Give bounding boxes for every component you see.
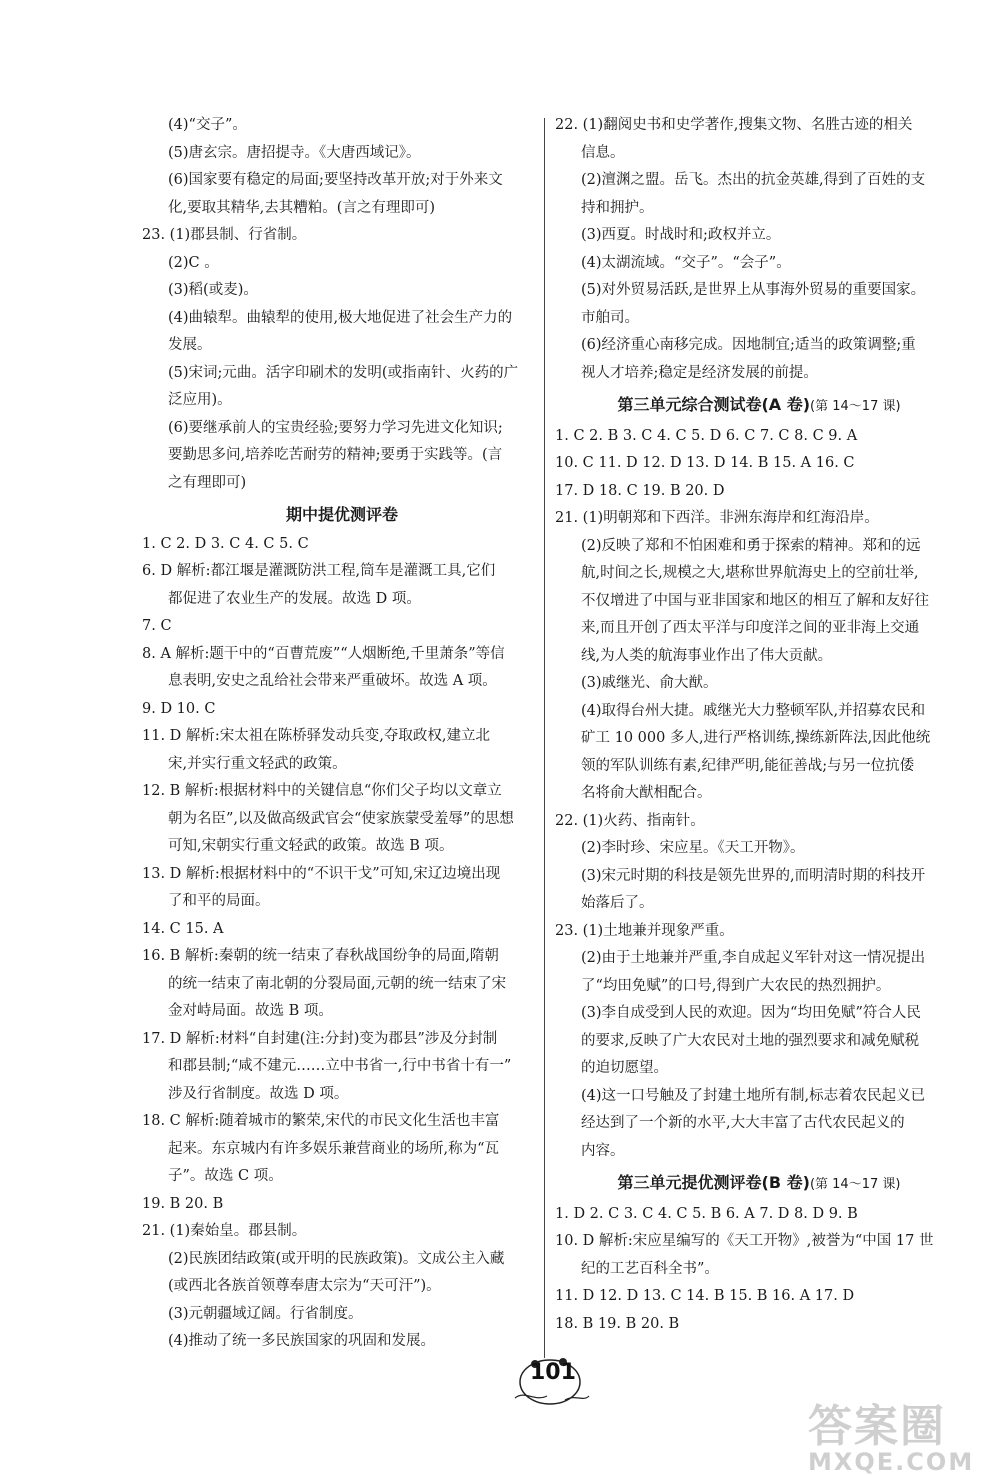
answer-line: 和郡县制;“咸不建元……立中书省一,行中书省十有一” — [168, 1058, 512, 1074]
answer-line: 1. D 2. C 3. C 4. C 5. B 6. A 7. D 8. D 9. B — [555, 1205, 858, 1222]
watermark-logo — [808, 1390, 974, 1476]
answer-line: 持和拥护。 — [581, 199, 654, 216]
answer-line: 9. D 10. C — [142, 700, 216, 717]
answer-line: 18. B 19. B 20. B — [555, 1315, 680, 1332]
section-heading — [142, 501, 542, 529]
answer-line: 息表明,安史之乱给社会带来严重破坏。故选 A 项。 — [168, 673, 497, 689]
answer-line: 化,要取其精华,去其糟粕。(言之有理即可) — [168, 199, 436, 216]
answer-line: (2)由于土地兼并严重,李自成起义军针对这一情况提出 — [581, 950, 926, 966]
answer-line: 13. D 解析:根据材料中的“不识干戈”可知,宋辽边境出现 — [142, 865, 501, 882]
answer-line: (3)稻(或麦)。 — [168, 282, 258, 298]
answer-line: (3)宋元时期的科技是领先世界的,而明清时期的科技开 — [581, 867, 926, 884]
answer-line: 1. C 2. B 3. C 4. C 5. D 6. C 7. C 8. C 9. A — [555, 427, 858, 444]
answer-line: (4)太湖流域。“交子”。“会子”。 — [581, 254, 791, 271]
answer-line: 都促进了农业生产的发展。故选 D 项。 — [168, 590, 421, 607]
answer-line: (4)“交子”。 — [168, 117, 247, 133]
answer-line: 矿工 10 000 多人,进行严格训练,操练新阵法,因此他统 — [581, 730, 931, 746]
answer-line: 11. D 解析:宋太祖在陈桥驿发动兵变,夺取政权,建立北 — [142, 728, 491, 744]
answer-line: 纪的工艺百科全书”。 — [581, 1260, 719, 1277]
answer-line: (2)李时珍、宋应星。《天工开物》。 — [581, 840, 805, 856]
answer-line: 22. (1)翻阅史书和史学著作,搜集文物、名胜古迹的相关 — [555, 117, 913, 133]
answer-line: 要勤思多问,培养吃苦耐劳的精神;要勇于实践等。(言 — [168, 447, 503, 463]
answer-line: 的统一结束了南北朝的分裂局面,元朝的统一结束了宋 — [168, 975, 507, 992]
watermark-text: 答案圈 — [808, 1401, 946, 1452]
section-heading-title: 第三单元提优测评卷(B 卷) — [617, 1173, 810, 1192]
answer-line: (4)这一口号触及了封建土地所有制,标志着农民起义已 — [581, 1087, 926, 1104]
answer-line: 金对峙局面。故选 B 项。 — [168, 1003, 333, 1019]
answer-line: (4)推动了统一多民族国家的巩固和发展。 — [168, 1333, 436, 1349]
answer-line: 可知,宋朝实行重文轻武的政策。故选 B 项。 — [168, 838, 454, 854]
answer-line: 名将俞大猷相配合。 — [581, 785, 712, 801]
section-heading — [555, 391, 963, 421]
answer-line: 视人才培养;稳定是经济发展的前提。 — [581, 364, 818, 381]
page-number: 101 — [530, 1360, 576, 1385]
answer-line: (6)国家要有稳定的局面;要坚持改革开放;对于外来文 — [168, 172, 503, 188]
answer-line: (2)澶渊之盟。岳飞。杰出的抗金英雄,得到了百姓的支 — [581, 172, 926, 188]
right-column — [555, 112, 963, 1338]
answer-line: 朝为名臣”,以及做高级武官会“使家族蒙受羞辱”的思想 — [168, 810, 514, 827]
answer-line: 11. D 12. D 13. C 14. B 15. B 16. A 17. D — [555, 1288, 855, 1304]
watermark-url: MXQE.COM — [808, 1448, 975, 1476]
answer-line: (4)取得台州大捷。戚继光大力整顿军队,并招募农民和 — [581, 702, 926, 719]
answer-line: 7. C — [142, 618, 172, 634]
answer-line: 涉及行省制度。故选 D 项。 — [168, 1085, 349, 1102]
answer-line: (3)元朝疆域辽阔。行省制度。 — [168, 1305, 363, 1322]
answer-line: (3)西夏。时战时和;政权并立。 — [581, 227, 781, 243]
answer-line: 的迫切愿望。 — [581, 1060, 668, 1076]
answer-line: 子”。故选 C 项。 — [168, 1168, 283, 1184]
section-heading-title: 第三单元综合测试卷(A 卷) — [617, 395, 811, 414]
answer-line: 22. (1)火药、指南针。 — [555, 812, 705, 829]
answer-line: 之有理即可) — [168, 474, 247, 491]
left-column — [142, 112, 542, 1356]
answer-line: 始落后了。 — [581, 895, 654, 911]
answer-line: (或西北各族首领尊奉唐太宗为“天可汗”)。 — [168, 1278, 441, 1294]
answer-line: 不仅增进了中国与亚非国家和地区的相互了解和友好往 — [581, 592, 929, 609]
answer-line: 经达到了一个新的水平,大大丰富了古代农民起义的 — [581, 1115, 905, 1131]
answer-line: 12. B 解析:根据材料中的关键信息“你们父子均以文章立 — [142, 783, 502, 799]
answer-line: 来,而且开创了西太平洋与印度洋之间的亚非海上交通 — [581, 620, 920, 636]
answer-line: 10. C 11. D 12. D 13. D 14. B 15. A 16. C — [555, 455, 855, 471]
answer-line: 18. C 解析:随着城市的繁荣,宋代的市民文化生活也丰富 — [142, 1113, 500, 1129]
answer-line: (2)民族团结政策(或开明的民族政策)。文成公主入藏 — [168, 1250, 505, 1267]
answer-line: 21. (1)明朝郑和下西洋。非洲东海岸和红海沿岸。 — [555, 510, 879, 526]
answer-line: 14. C 15. A — [142, 920, 224, 937]
answer-line: 17. D 解析:材料“自封建(注:分封)变为郡县”涉及分封制 — [142, 1030, 498, 1047]
answer-line: (3)戚继光、俞大猷。 — [581, 675, 718, 691]
answer-line: 市舶司。 — [581, 309, 639, 326]
answer-line: 内容。 — [581, 1142, 625, 1159]
column-divider — [544, 118, 545, 1358]
answer-line: 21. (1)秦始皇。郡县制。 — [142, 1223, 307, 1239]
answer-line: 信息。 — [581, 144, 625, 161]
answer-line: (6)经济重心南移完成。因地制宜;适当的政策调整;重 — [581, 337, 916, 353]
answer-line: 1. C 2. D 3. C 4. C 5. C — [142, 535, 309, 552]
answer-line: (3)李自成受到人民的欢迎。因为“均田免赋”符合人民 — [581, 1005, 921, 1021]
answer-line: 线,为人类的航海事业作出了伟大贡献。 — [581, 647, 833, 664]
answer-line: 的要求,反映了广大农民对土地的强烈要求和减免赋税 — [581, 1032, 920, 1049]
answer-line: 23. (1)土地兼并现象严重。 — [555, 922, 734, 939]
answer-line: 16. B 解析:秦朝的统一结束了春秋战国纷争的局面,隋朝 — [142, 948, 499, 964]
section-heading-subtitle: (第 14～17 课) — [809, 1177, 901, 1192]
answer-line: 领的军队训练有素,纪律严明,能征善战;与另一位抗倭 — [581, 757, 915, 774]
answer-line: 19. B 20. B — [142, 1195, 224, 1212]
answer-line: (2)反映了郑和不怕困难和勇于探索的精神。郑和的远 — [581, 537, 921, 554]
answer-line: 了“均田免赋”的口号,得到广大农民的热烈拥护。 — [581, 977, 891, 994]
answer-line: 17. D 18. C 19. B 20. D — [555, 482, 725, 499]
answer-line: (5)对外贸易活跃,是世界上从事海外贸易的重要国家。 — [581, 282, 926, 298]
answer-line: (4)曲辕犁。曲辕犁的使用,极大地促进了社会生产力的 — [168, 309, 513, 326]
section-heading-title: 期中提优测评卷 — [285, 505, 398, 524]
section-heading — [555, 1169, 963, 1199]
answer-line: 了和平的局面。 — [168, 893, 270, 909]
section-heading-subtitle: (第 14～17 课) — [810, 399, 901, 414]
answer-line: 8. A 解析:题干中的“百曹荒废”“人烟断绝,千里萧条”等信 — [142, 645, 505, 662]
answer-line: 航,时间之长,规模之大,堪称世界航海史上的空前壮举, — [581, 565, 919, 581]
answer-line: 发展。 — [168, 337, 212, 353]
answer-line: 10. D 解析:宋应星编写的《天工开物》,被誉为“中国 17 世 — [555, 1233, 934, 1249]
answer-line: 宋,并实行重文轻武的政策。 — [168, 755, 347, 772]
answer-line: 泛应用)。 — [168, 392, 232, 408]
answer-line: (6)要继承前人的宝贵经验;要努力学习先进文化知识; — [168, 419, 503, 436]
answer-line: 起来。东京城内有许多娱乐兼营商业的场所,称为“瓦 — [168, 1140, 500, 1157]
answer-line: (5)唐玄宗。唐招提寺。《大唐西域记》。 — [168, 144, 421, 161]
answer-line: 6. D 解析:都江堰是灌溉防洪工程,筒车是灌溉工具,它们 — [142, 563, 496, 579]
answer-line: (5)宋词;元曲。活字印刷术的发明(或指南针、火药的广 — [168, 364, 519, 381]
answer-line: 23. (1)郡县制、行省制。 — [142, 227, 307, 243]
answer-line: (2)C 。 — [168, 254, 219, 271]
